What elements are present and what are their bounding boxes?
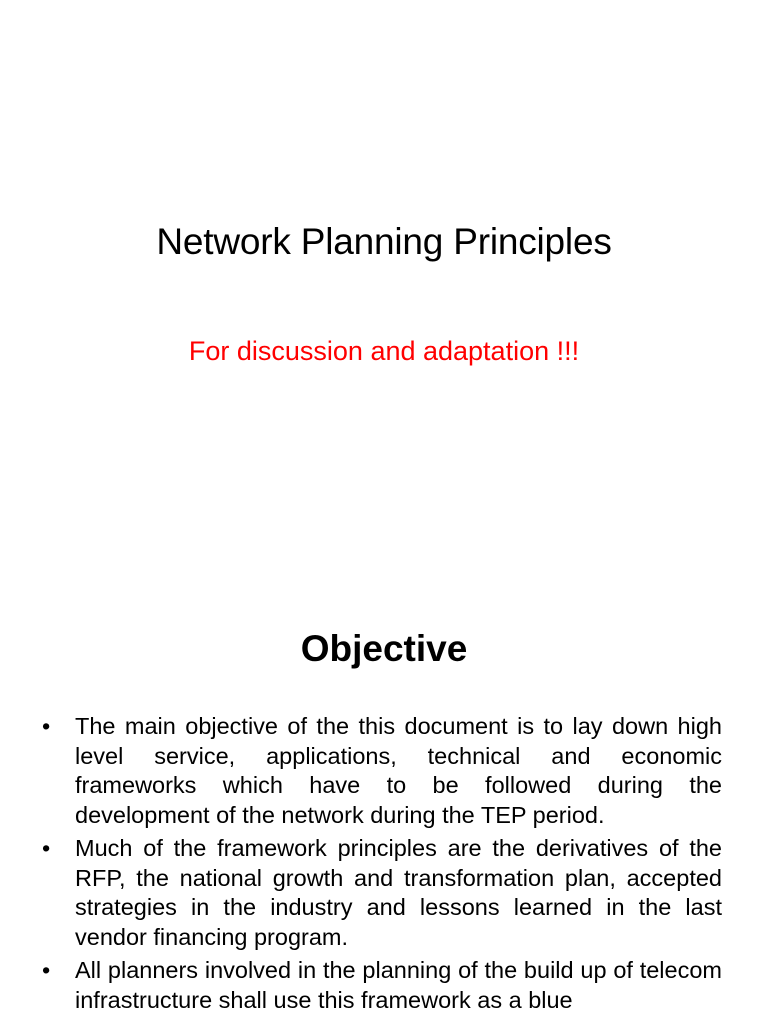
slide-title: Network Planning Principles: [156, 221, 612, 262]
bullet-item: [42, 956, 722, 1015]
bullet-text: All planners involved in the planning of the build up of telecom infrastructure shall use this framework as a blue: [75, 957, 722, 1013]
slide-subtitle: For discussion and adaptation !!!: [188, 336, 580, 366]
bullet-item: [42, 834, 722, 952]
bullet-icon: •: [42, 957, 51, 983]
objective-slide: [0, 576, 768, 1024]
bullet-text: Much of the framework principles are the derivatives of the RFP, the national growth and transformation plan, accepted strategies in the industry and lessons learned in the last vendor financing program.: [75, 835, 722, 950]
section-heading: Objective: [300, 628, 468, 669]
bullet-text: The main objective of the this document is to lay down high level service, applications, technical and economic frameworks which have to be followed during the development of the network during the TEP period.: [75, 713, 722, 828]
bullet-icon: •: [42, 713, 51, 739]
bullet-icon: •: [42, 835, 51, 861]
bullet-list: [42, 712, 722, 1019]
bullet-item: [42, 712, 722, 830]
